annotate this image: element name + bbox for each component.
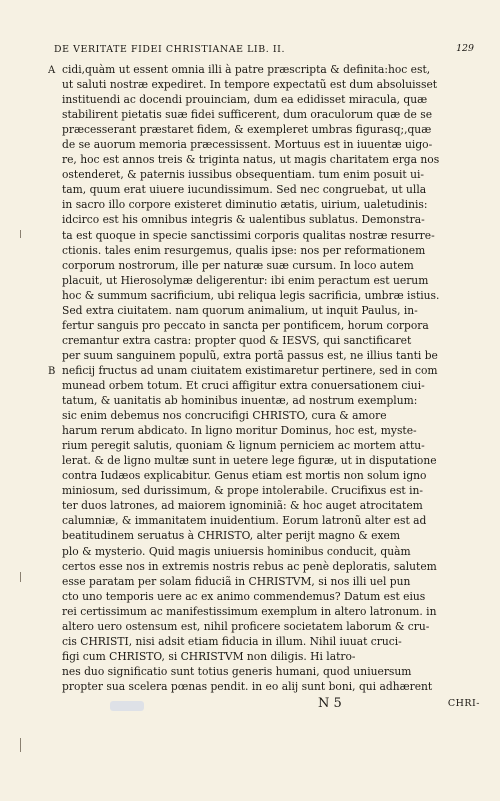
line-text: miniosum, sed durissimum, & prope intolerabile. Crucifixus est in- — [62, 484, 424, 498]
text-line — [48, 423, 480, 438]
text-line — [48, 619, 480, 634]
line-text: munead orbem totum. Et cruci affigitur extra conuersationem ciui- — [62, 378, 425, 392]
line-text: certos esse nos in extremis nostris rebus ac penè deploratis, salutem — [62, 559, 437, 573]
line-text: contra Iudæos explicabitur. Genus etiam est mortis non solum igno — [62, 469, 427, 483]
line-text: ut saluti nostræ expediret. In tempore expectatũ est dum absoluisset — [62, 78, 438, 92]
edge-mark — [20, 230, 21, 238]
line-text: neficij fructus ad unam ciuitatem existimaretur pertinere, sed in com — [62, 363, 438, 377]
text-line — [48, 649, 480, 664]
text-line — [48, 197, 480, 212]
text-line — [48, 589, 480, 604]
text-line — [48, 393, 480, 408]
section-marker: A — [48, 65, 56, 76]
text-line — [48, 273, 480, 288]
line-text: instituendi ac docendi prouinciam, dum ea edidisset miracula, quæ — [62, 93, 428, 107]
line-text: figi cum CHRISTO, si CHRISTVM non diligis. Hi latro- — [62, 649, 356, 663]
line-text: rei certissimum ac manifestissimum exemplum in altero latronum. in — [62, 604, 437, 618]
text-line — [48, 513, 480, 528]
line-text: re, hoc est annos treis & triginta natus, ut magis charitatem erga nos — [62, 153, 440, 167]
line-text: cremantur extra castra: propter quod & IESVS, qui sanctificaret — [62, 333, 412, 347]
text-line — [48, 92, 480, 107]
text-line — [48, 137, 480, 152]
line-text: altero uero ostensum est, nihil proficere societatem laborum & cru- — [62, 619, 430, 633]
text-line — [48, 318, 480, 333]
text-line — [48, 228, 480, 243]
text-line — [48, 528, 480, 543]
text-line — [48, 288, 480, 303]
line-text: præcesserant præstaret fidem, & exempleret umbras figurasq;,quæ — [62, 123, 432, 137]
text-block — [48, 62, 480, 694]
text-line — [48, 333, 480, 348]
line-text: harum rerum abdicato. In ligno moritur Dominus, hoc est, myste- — [62, 424, 417, 438]
text-line — [48, 679, 480, 694]
line-text: cis CHRISTI, nisi adsit etiam fiducia in illum. Nihil iuuat cruci- — [62, 634, 402, 648]
section-marker: B — [48, 365, 56, 377]
text-line — [48, 453, 480, 468]
edge-mark — [20, 572, 21, 582]
text-line — [48, 182, 480, 197]
line-text: placuit, ut Hierosolymæ deligerentur: ibi enim peractum est uerum — [62, 273, 429, 287]
line-text: nes duo significatio sunt totius generis humani, quod uniuersum — [62, 664, 412, 678]
text-line — [48, 243, 480, 258]
line-text: hoc & summum sacrificium, ubi reliqua legis sacrificia, umbræ istius. — [62, 288, 440, 302]
line-text: stabilirent pietatis suæ fidei sufficerent, dum oraculorum quæ de se — [62, 108, 433, 122]
line-text: ostenderet, & paternis iussibus obsequentiam. tum enim posuit ui- — [62, 168, 425, 182]
line-text: ta est quoque in specie sanctissimi corporis qualitas nostræ resurre- — [62, 228, 435, 242]
text-line — [48, 574, 480, 589]
line-text: tatum, & uanitatis ab hominibus inuentæ, ad nostrum exemplum: — [62, 394, 418, 408]
line-text: de se auorum memoria præcessissent. Mortuus est in iuuentæ uigo- — [62, 138, 433, 152]
line-text: in sacro illo corpore existeret diminutio ætatis, uirium, ualetudinis: — [62, 198, 428, 212]
line-text: propter sua scelera pœnas pendit. in eo alij sunt boni, qui adhærent — [62, 679, 433, 693]
line-text: cto uno temporis uere ac ex animo commendemus? Datum est eius — [62, 589, 426, 603]
text-line — [48, 212, 480, 227]
page-footer — [48, 696, 480, 714]
line-text: per suum sanguinem populũ, extra portã passus est, ne illius tanti be — [62, 348, 438, 362]
line-text: plo & mysterio. Quid magis uniuersis hominibus conducit, quàm — [62, 544, 411, 558]
line-text: lerat. & de ligno multæ sunt in uetere lege figuræ, ut in disputatione — [62, 454, 437, 468]
text-line — [48, 438, 480, 453]
text-line — [48, 167, 480, 182]
line-text: ter duos latrones, ad maiorem ignominiã: & hoc auget atrocitatem — [62, 499, 423, 513]
text-line — [48, 303, 480, 318]
line-text: corporum nostrorum, ille per naturæ suæ cursum. In loco autem — [62, 258, 414, 272]
running-header — [54, 44, 474, 55]
line-text: fertur sanguis pro peccato in sancta per pontificem, horum corpora — [62, 318, 429, 332]
line-text: beatitudinem seruatus à CHRISTO, alter perijt magno & exem — [62, 529, 400, 543]
text-line — [48, 107, 480, 122]
text-line — [48, 483, 480, 498]
text-line — [48, 122, 480, 137]
line-text: idcirco est his omnibus integris & ualentibus sublatus. Demonstra- — [62, 213, 425, 227]
text-line — [48, 559, 480, 574]
line-text: esse paratam per solam fiduciã in CHRISTVM, si nos illi uel pun — [62, 574, 411, 588]
line-text: Sed extra ciuitatem. nam quorum animalium, ut inquit Paulus, in- — [62, 303, 418, 317]
line-text: tam, quum erat uiuere iucundissimum. Sed nec congruebat, ut ulla — [62, 183, 427, 197]
signature-mark: N 5 — [318, 696, 342, 711]
edge-mark — [20, 738, 21, 752]
folio-number: 129 — [456, 44, 474, 54]
line-text: cidi,quàm ut essent omnia illi à patre præscripta & definita:hoc est, — [62, 63, 431, 76]
text-line — [48, 348, 480, 363]
text-line — [48, 468, 480, 483]
text-line — [48, 408, 480, 423]
line-text: calumniæ, & immanitatem inuidentium. Eorum latronũ alter est ad — [62, 514, 427, 528]
text-line — [48, 363, 480, 378]
line-text: ctionis. tales enim resurgemus, qualis ipse: nos per reformationem — [62, 243, 426, 257]
text-line — [48, 604, 480, 619]
text-line — [48, 378, 480, 393]
line-text: rium peregit salutis, quoniam & lignum perniciem ac mortem attu- — [62, 439, 425, 453]
line-text: sic enim debemus nos concrucifigi CHRISTO, cura & amore — [62, 409, 387, 423]
running-title: DE VERITATE FIDEI CHRISTIANAE LIB. II. — [54, 44, 286, 55]
text-line — [48, 498, 480, 513]
text-line — [48, 634, 480, 649]
text-line — [48, 664, 480, 679]
text-line — [48, 152, 480, 167]
text-line — [48, 62, 480, 77]
text-line — [48, 77, 480, 92]
catchword: CHRI- — [447, 698, 480, 709]
text-line — [48, 258, 480, 273]
text-line — [48, 544, 480, 559]
